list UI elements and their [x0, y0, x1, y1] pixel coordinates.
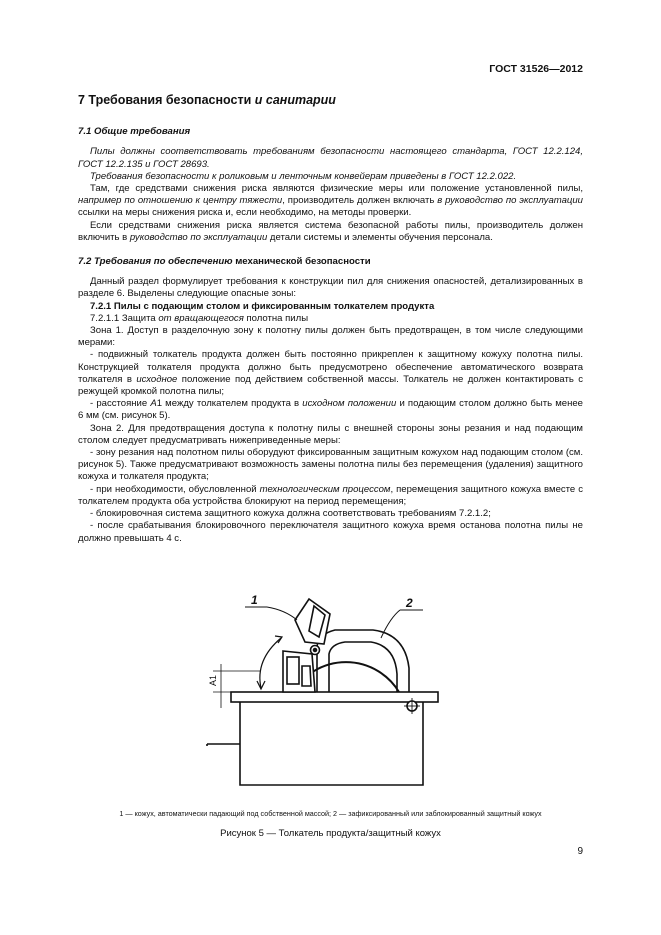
standard-number: ГОСТ 31526—2012 [489, 63, 583, 75]
list-item: - зону резания над полотном пилы оборудуют фиксированным защитным кожухом над подающим столом (см. рисунок 5). Также предусматривают возможность замены полотна пилы без перемещения (удаления) защитного кожуха и толкателя продукта; [78, 447, 583, 483]
page-number: 9 [577, 846, 583, 857]
paragraph: Если средствами снижения риска является система безопасной работы пилы, производитель должен включить в руководство по эксплуатации детали системы и элементы обучения персонала. [78, 219, 583, 243]
paragraph: Данный раздел формулирует требования к конструкции пил для снижения опасностей, детализированных в разделе 6. Выделены следующие опасные зоны: [78, 276, 583, 300]
machine-body [240, 702, 423, 785]
section-title: 7 Требования безопасности и санитарии [78, 93, 336, 107]
paragraph: Зона 1. Доступ в разделочную зону к полотну пилы должен быть предотвращен, в том числе следующими мерами: [78, 325, 583, 349]
figure-label-a1: A1 [208, 674, 218, 686]
feed-table [231, 692, 438, 702]
hinge-pin [314, 649, 317, 652]
list-item: - расстояние А1 между толкателем продукта в исходном положении и подающим столом должно быть менее 6 мм (см. рисунок 5). [78, 398, 583, 422]
paragraph: Требования безопасности к роликовым и ленточным конвейерам приведены в ГОСТ 12.2.022. [90, 170, 517, 182]
list-item: - после срабатывания блокировочного переключателя защитного кожуха время останова полотна пилы не должно превышать 4 с. [78, 520, 583, 544]
figure-legend: 1 — кожух, автоматически падающий под собственной массой; 2 — зафиксированный или заблокированный защитный кожух [119, 809, 542, 818]
list-item: - при необходимости, обусловленной технологическим процессом, перемещения защитного кожуха вместе с толкателем продукта оба устройства блокируют на период перемещения; [78, 483, 583, 507]
figure-label-1: 1 [251, 593, 258, 607]
figure-5-drawing [185, 578, 455, 803]
subsection-7-1-title: 7.1 Общие требования [78, 126, 191, 138]
pusher-handle [287, 657, 299, 684]
paragraph: 7.2.1.1 Защита от вращающегося полотна пилы [90, 312, 309, 324]
subsection-7-2-title: 7.2 Требования по обеспечению механической безопасности [78, 256, 371, 268]
leader-2 [381, 610, 400, 638]
page-content [78, 94, 583, 545]
list-item: - подвижный толкатель продукта должен быть постоянно прикреплен к защитному кожуху полотна пилы. Конструкцией толкателя продукта должно быть предусмотрено обеспечение автоматического возврата толкателя в исходное положение под действием собственной массы. Толкатель не должен контактировать с режущей кромкой полотна пилы; [78, 349, 583, 398]
paragraph: Зона 2. Для предотвращения доступа к полотну пилы с внешней стороны зоны резания и над подающим столом следует предусматривать нижеприведенные меры: [78, 422, 583, 446]
figure-caption: Рисунок 5 — Толкатель продукта/защитный кожух [220, 828, 441, 839]
paragraph: Там, где средствами снижения риска являются физические меры или положение установленной пилы, например по отношению к центру тяжести, производитель должен включать в руководство по эксплуатации ссылки на меры снижения риска и, если необходимо, на методы проверки. [78, 183, 583, 219]
figure-label-2: 2 [406, 596, 413, 610]
list-item: - блокировочная система защитного кожуха должна соответствовать требованиям 7.2.1.2; [90, 508, 491, 520]
subsection-7-2-1-title: 7.2.1 Пилы с подающим столом и фиксированным толкателем продукта [90, 300, 435, 312]
fixed-guard-inner [329, 642, 397, 692]
leader-1 [267, 607, 297, 620]
paragraph: Пилы должны соответствовать требованиям безопасности настоящего стандарта, ГОСТ 12.2.124, ГОСТ 12.2.135 и ГОСТ 28693. [78, 146, 583, 170]
falling-cover [295, 599, 330, 644]
motion-arc-arrow [260, 638, 281, 688]
